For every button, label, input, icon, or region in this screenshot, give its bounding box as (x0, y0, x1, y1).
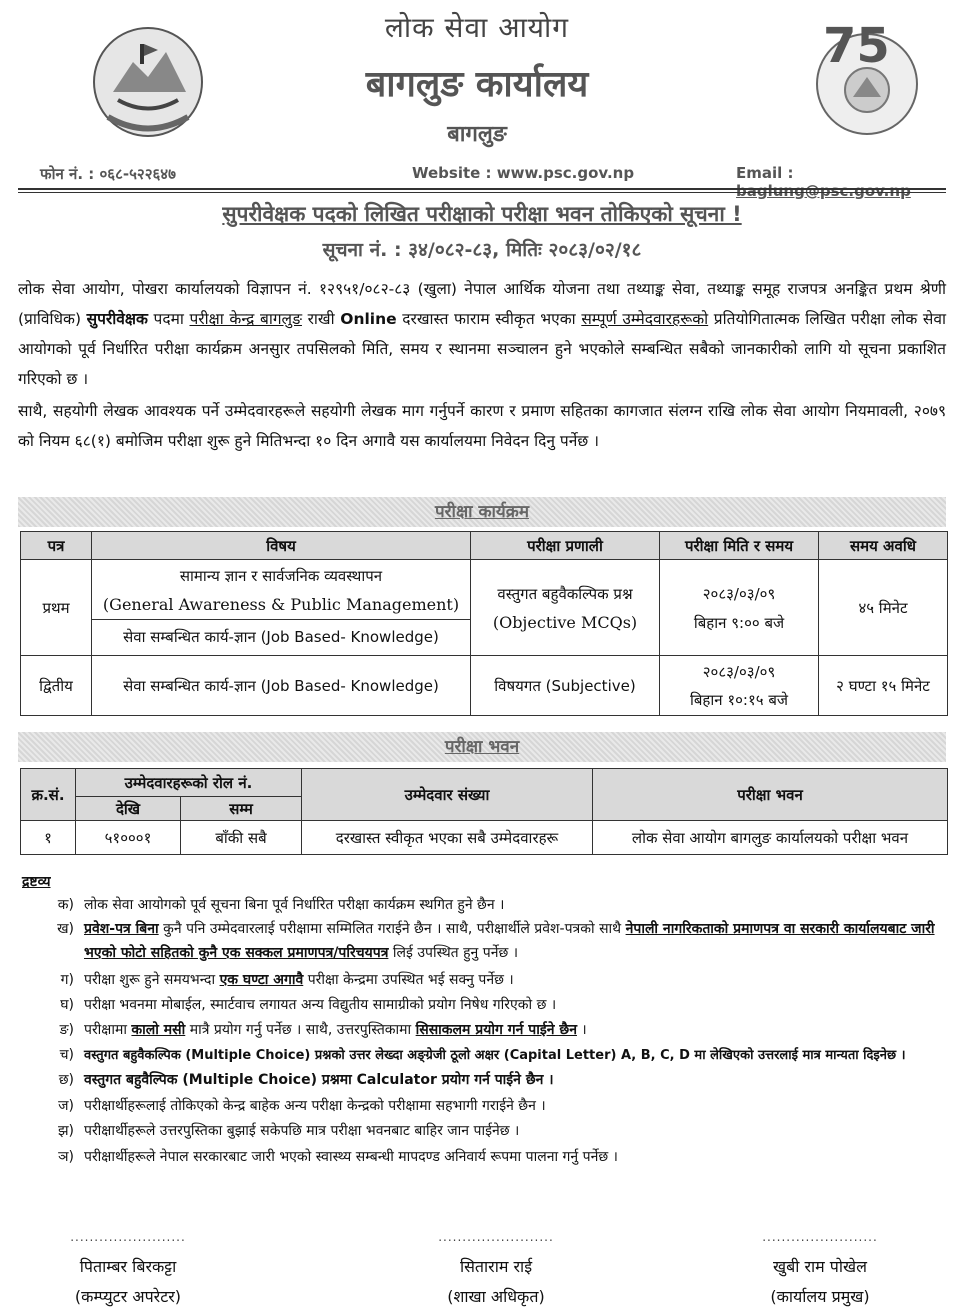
subject-cell (92, 560, 471, 656)
notes-title: द्रष्टव्य (22, 874, 51, 890)
note-text: परीक्षार्थीहरूलाई तोकिएको केन्द्र बाहेक अन्य परीक्षा केन्द्रको परीक्षामा सहभागी गराईने छैन । (84, 1098, 546, 1114)
col-candidate-count: उम्मेदवार संख्या (302, 769, 593, 821)
col-roll-number: उम्मेदवारहरूको रोल नं. (76, 769, 302, 797)
subject-cell: सेवा सम्बन्धित कार्य-ज्ञान (Job Based- Knowledge) (92, 656, 471, 716)
exam-time: बिहान १०:१५ बजे (689, 690, 789, 709)
exam-venue-cell: लोक सेवा आयोग बागलुङ कार्यालयको परीक्षा भवन (593, 821, 948, 855)
note-text: वस्तुगत बहुवैकल्पिक (Multiple Choice) प्रश्नको उत्तर लेख्दा अङ्ग्रेजी ठूलो अक्षर (Capital Letter) A, B, C, D मा लेखिएको उत्तरलाई मात्र मान्यता दिइनेछ । (84, 1048, 906, 1063)
intro-text: राखी (301, 310, 341, 328)
notice-number: सूचना नं. : ३४/०८२-८३, मितिः २०८३/०२/१८ (322, 239, 642, 261)
paper-cell: द्वितीय (21, 656, 92, 716)
note-label: ग) (60, 972, 74, 988)
note-text: सिसाकलम प्रयोग गर्न पाईने छैन (415, 1022, 577, 1038)
signatory-role: (कम्प्युटर अपरेटर) (74, 1287, 182, 1306)
col-date-time: परीक्षा मिति र समय (660, 532, 819, 560)
website: Website : www.psc.gov.np (412, 164, 635, 182)
subject-en: (General Awareness & Public Management) (102, 595, 460, 614)
assistant-writer-paragraph: साथै, सहयोगी लेखक आवश्यक पर्ने उम्मेदवारहरूले सहयोगी लेखक माग गर्नुपर्ने कारण र प्रमाण सहितका कागजात संलग्न राखि लोक सेवा आयोग नियमावली, २०७९ को नियम ६८(१) बमोजिम परीक्षा शुरू हुने मितिभन्दा १० दिन अगावै यस कार्यालयमा निवेदन दिनु पर्नेछ । (18, 402, 946, 450)
system-np: वस्तुगत बहुवैकल्पिक प्रश्न (497, 584, 633, 603)
subject-np: सामान्य ज्ञान र सार्वजनिक व्यवस्थापन (179, 567, 383, 585)
signature-line: ........................ (70, 1230, 186, 1244)
signatory-role: (कार्यालय प्रमुख) (770, 1287, 870, 1306)
note-text: परीक्षार्थीहरूले नेपाल सरकारबाट जारी भएको स्वास्थ्य सम्बन्धी मापदण्ड अनिवार्य रूपमा पालना गर्नु पर्नेछ । (84, 1149, 618, 1165)
note-item (22, 917, 942, 965)
exam-time: बिहान ९:०० बजे (693, 613, 785, 632)
col-roll-from: देखि (76, 797, 181, 821)
note-label: झ) (57, 1123, 74, 1139)
signature-office-chief (700, 1222, 940, 1312)
note-item (22, 1145, 942, 1169)
schedule-heading-bar (18, 497, 946, 527)
signature-line: ........................ (438, 1230, 554, 1244)
duration-cell: ४५ मिनेट (819, 560, 948, 656)
paper-cell: प्रथम (21, 560, 92, 656)
note-label: घ) (60, 997, 74, 1013)
note-text: परीक्षा केन्द्रमा उपस्थित भई सक्नु पर्नेछ । (303, 972, 514, 988)
date-time-cell (660, 656, 819, 716)
signature-computer-operator (8, 1222, 248, 1312)
system-cell: विषयगत (Subjective) (471, 656, 660, 716)
note-label: ङ) (59, 1022, 74, 1038)
logo-75-text: 75 (823, 18, 890, 74)
note-item (22, 1119, 942, 1143)
note-label: ज) (58, 1098, 74, 1114)
post-name: सुपरीवेक्षक (86, 310, 148, 328)
note-item (22, 1043, 942, 1068)
online-label: Online (340, 310, 397, 328)
psc-75-anniversary-logo (805, 12, 930, 142)
col-system: परीक्षा प्रणाली (471, 532, 660, 560)
email (736, 164, 954, 200)
note-item (22, 968, 942, 992)
note-text: परीक्षा शुरू हुने समयभन्दा (84, 972, 220, 988)
note-label: ञ) (58, 1149, 74, 1165)
organization-name: लोक सेवा आयोग (384, 11, 570, 44)
col-roll-to: सम्म (181, 797, 302, 821)
system-cell (471, 560, 660, 656)
notice-title: सुपरीवेक्षक पदको लिखित परीक्षाको परीक्षा भवन तोकिएको सूचना ! (222, 202, 742, 226)
email-link[interactable]: baglung@psc.gov.np (736, 182, 911, 200)
signatory-name: पिताम्बर बिरकट्टा (79, 1257, 177, 1276)
signatory-name: खुबी राम पोखेल (773, 1257, 867, 1276)
note-item (22, 1094, 942, 1118)
note-text: । (576, 1022, 587, 1038)
subject-2: सेवा सम्बन्धित कार्य-ज्ञान (Job Based- Knowledge) (92, 619, 470, 654)
intro-text: लोक सेवा आयोग, पोखरा कार्यालयको विज्ञापन नं. १२९५१/०८२-८३ (खुला) नेपाल आर्थिक योजना तथा तथ्याङ्क सेवा, तथ्याङ्क समूह राजपत्र अनङ्कित प्रथम श्रेणी (प्राविधिक) (18, 280, 946, 328)
note-text: परीक्षामा (84, 1022, 132, 1038)
note-item (22, 993, 942, 1017)
venue-heading: परीक्षा भवन (444, 737, 520, 757)
venue-table (20, 768, 948, 855)
intro-paragraph (18, 274, 946, 394)
note-text: कालो मसी (131, 1022, 186, 1038)
note-text: कुनै पनि उम्मेदवारलाई परीक्षामा सम्मिलित गराईने छैन । साथै, परीक्षार्थीले प्रवेश-पत्रको साथै (158, 921, 626, 937)
table-row (21, 560, 948, 656)
schedule-heading: परीक्षा कार्यक्रम (434, 502, 530, 522)
phone-number: फोन नं. : ०६८-५२२६४७ (40, 165, 176, 183)
venue-heading-bar (18, 732, 946, 762)
note-label: ख) (57, 921, 74, 937)
exam-date: २०८३/०३/०९ (702, 662, 776, 681)
sn-cell: १ (21, 821, 76, 855)
table-row (21, 821, 948, 855)
intro-text: पदमा (147, 310, 190, 328)
email-label: Email : (736, 164, 794, 182)
note-label: च) (59, 1047, 74, 1063)
signature-section-officer (376, 1222, 616, 1312)
note-item (22, 1068, 942, 1092)
col-duration: समय अवधि (819, 532, 948, 560)
table-row (21, 656, 948, 716)
nepal-emblem-logo (88, 22, 208, 142)
note-label: क) (57, 897, 74, 913)
exam-date: २०८३/०३/०९ (702, 584, 776, 603)
office-name: बागलुङ कार्यालय (365, 64, 589, 105)
note-text: परीक्षा भवनमा मोबाईल, स्मार्टवाच लगायत अन्य विद्युतीय सामाग्रीको प्रयोग निषेध गरिएको छ । (84, 997, 557, 1013)
note-text: लिई उपस्थित हुनु पर्नेछ । (388, 945, 519, 961)
candidate-count-cell: दरखास्त स्वीकृत भएका सबै उम्मेदवारहरू (302, 821, 593, 855)
note-text: वस्तुगत बहुवैल्पिक (Multiple Choice) प्रश्नमा Calculator प्रयोग गर्न पाईने छैन । (84, 1072, 554, 1088)
col-paper: पत्र (21, 532, 92, 560)
all-candidates: सम्पूर्ण उम्मेदवारहरूको (581, 310, 709, 328)
signature-line: ........................ (762, 1230, 878, 1244)
duration-cell: २ घण्टा १५ मिनेट (819, 656, 948, 716)
col-sn: क्र.सं. (21, 769, 76, 821)
intro-text: प्रतियोगितात्मक लिखित परीक्षा लोक सेवा आयोगको पूर्व निर्धारित परीक्षा कार्यक्रम अनसुार तपसिलको मिति, समय र स्थानमा सञ्चालन हुने भएकोले सम्बन्धित सबैको जानकारीको लागि यो सूचना प्रकाशित गरिएको छ । (18, 310, 946, 388)
city-name: बागलुङ (447, 122, 507, 147)
signatory-name: सिताराम राई (459, 1257, 533, 1276)
note-text: प्रवेश-पत्र बिना (84, 921, 159, 937)
date-time-cell (660, 560, 819, 656)
col-subject: विषय (92, 532, 471, 560)
header-divider-thin (18, 192, 946, 193)
col-exam-venue: परीक्षा भवन (593, 769, 948, 821)
roll-from-cell: ५१०००१ (76, 821, 181, 855)
note-text: मात्रै प्रयोग गर्नु पर्नेछ । साथै, उत्तरपुस्तिकामा (185, 1022, 416, 1038)
signatory-role: (शाखा अधिकृत) (447, 1287, 545, 1306)
note-item (22, 893, 942, 917)
roll-to-cell: बाँकी सबै (181, 821, 302, 855)
note-text: नेपाली नागरिकताको प्रमाणपत्र वा सरकारी कार्यालयबाट जारी भएको फोटो सहितको कुनै एक सक्कल प्रमाणपत्र/परिचयपत्र (84, 921, 935, 961)
note-text: परीक्षार्थीहरूले उत्तरपुस्तिका बुझाई सकेपछि मात्र परीक्षा भवनबाट बाहिर जान पाईनेछ । (84, 1123, 520, 1139)
note-label: छ) (58, 1072, 74, 1088)
note-text: लोक सेवा आयोगको पूर्व सूचना बिना पूर्व निर्धारित परीक्षा कार्यक्रम स्थगित हुने छैन । (84, 897, 505, 913)
exam-center: परीक्षा केन्द्र बागलुङ (189, 310, 302, 328)
note-text: एक घण्टा अगावै (219, 972, 304, 988)
header-divider (18, 188, 946, 190)
intro-text: दरखास्त फाराम स्वीकृत भएका (396, 310, 582, 328)
note-item (22, 1018, 942, 1042)
system-en: (Objective MCQs) (492, 612, 638, 632)
schedule-table (20, 531, 948, 716)
